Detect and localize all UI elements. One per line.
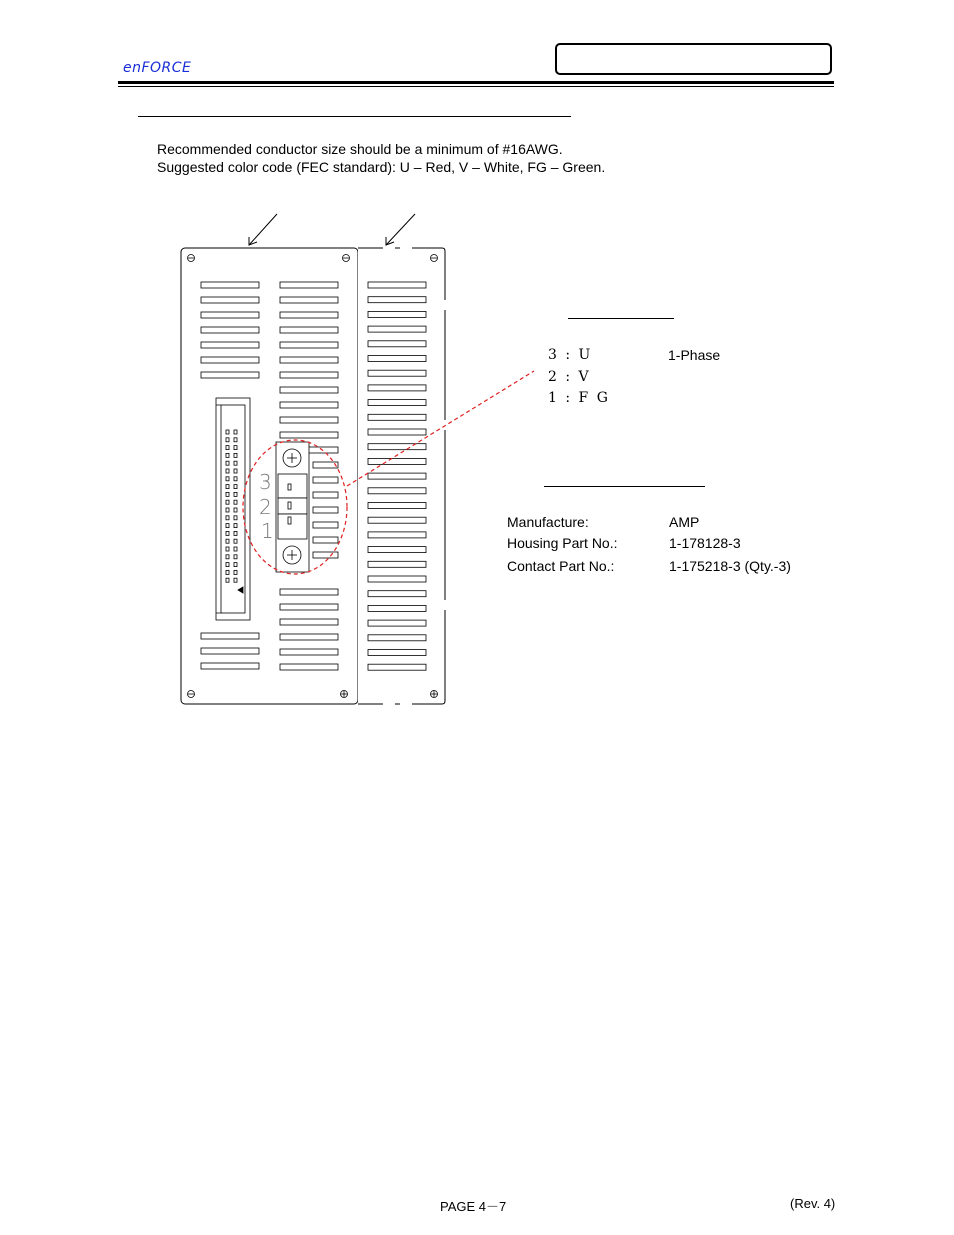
contact-part-label: Contact Part No.:: [507, 558, 615, 574]
housing-part-value: 1-178128-3: [669, 535, 741, 551]
pin-1-label: 1 : F G: [548, 390, 610, 406]
power-terminal-block: [276, 442, 309, 572]
revision: (Rev. 4): [790, 1196, 836, 1211]
terminal-number-2: 2: [259, 495, 272, 519]
terminal-number-1: 1: [261, 519, 274, 543]
note-color-code: Suggested color code (FEC standard): U – Red, V – White, FG – Green.: [157, 159, 606, 175]
terminal-numbers: [259, 470, 274, 543]
pin-3-label: 3 : U: [548, 347, 593, 363]
pin-2-label: 2 : V: [548, 369, 591, 385]
pointer-arrows: [249, 214, 415, 245]
phase-label: 1-Phase: [668, 347, 721, 363]
terminal-number-3: 3: [259, 470, 272, 494]
page-number: PAGE 4－7: [440, 1199, 507, 1214]
note-conductor-size: Recommended conductor size should be a minimum of #16AWG.: [157, 141, 563, 157]
manufacture-value: AMP: [669, 514, 700, 530]
manufacture-label: Manufacture:: [507, 514, 589, 530]
enforce-logo: enFORCE: [123, 60, 192, 76]
housing-part-label: Housing Part No.:: [507, 535, 618, 551]
contact-part-value: 1-175218-3 (Qty.-3): [669, 558, 791, 574]
right-module-outline: [358, 248, 445, 704]
